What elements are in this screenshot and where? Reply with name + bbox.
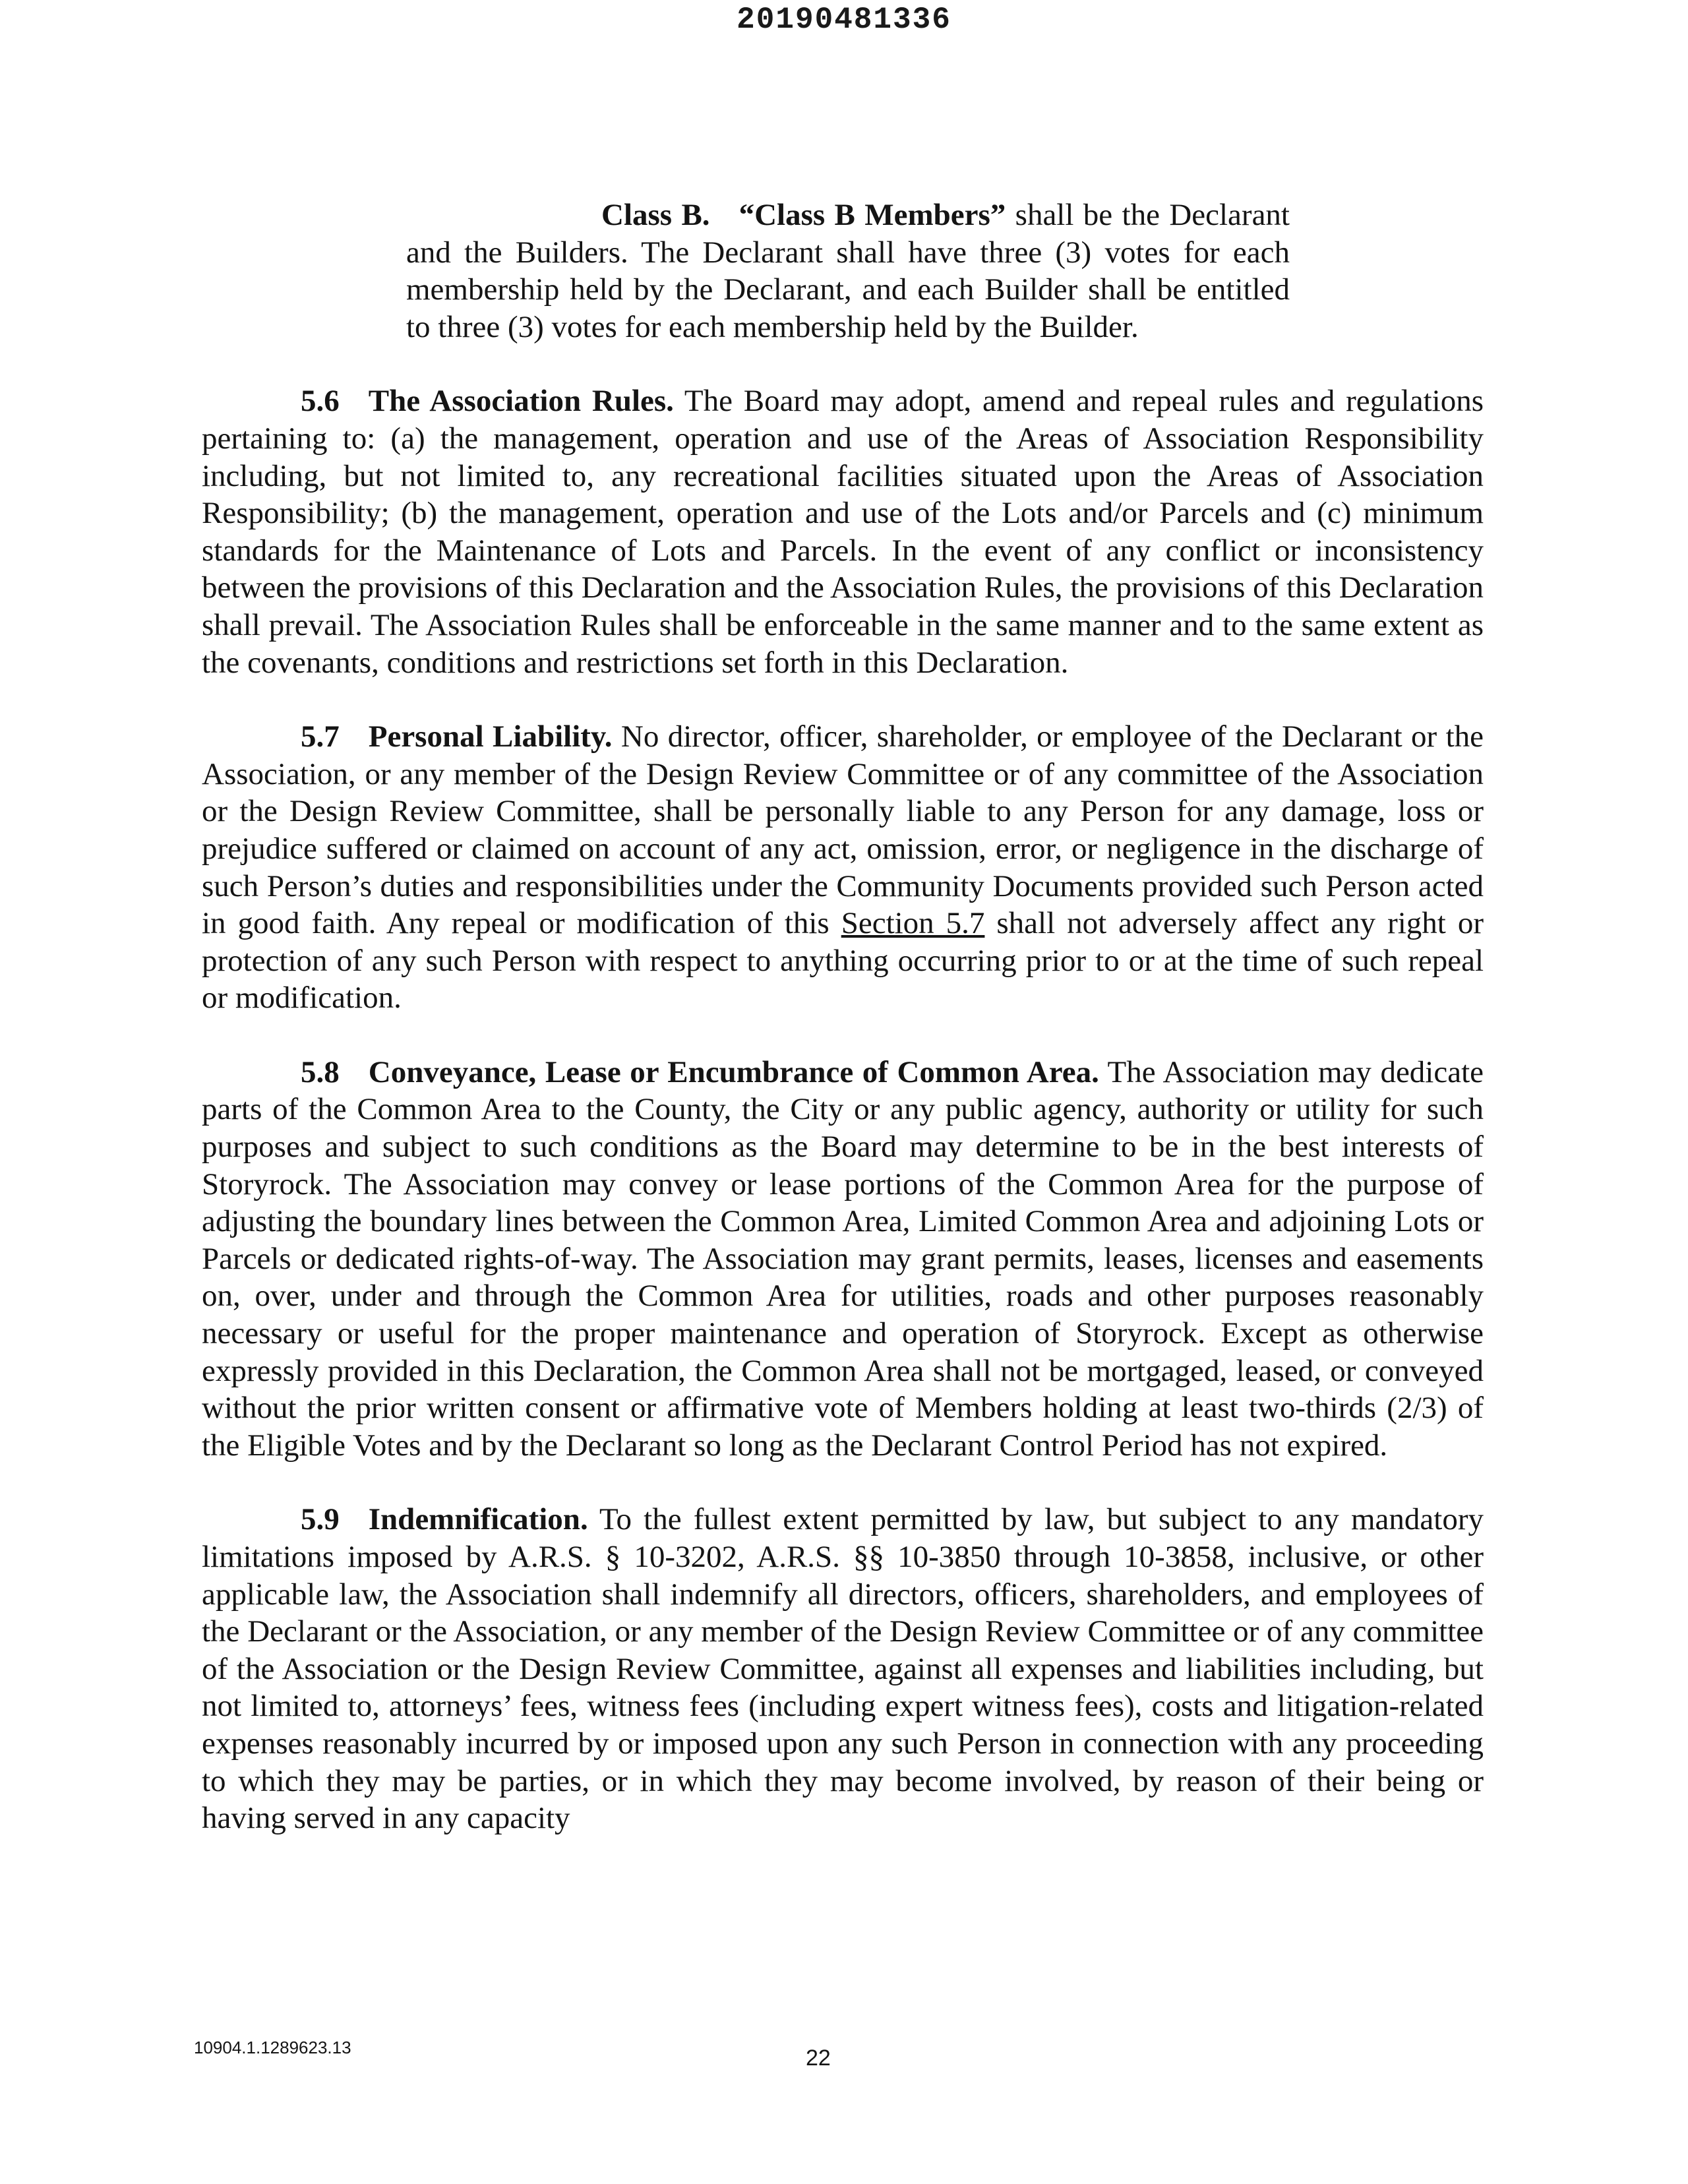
section-5-9 [202, 1501, 1484, 1836]
section-text-continued: shall not adversely affect any right or protection of any such Person with respect to anything occurring prior to or at the time of such repeal or modification. [202, 906, 1484, 1016]
section-number: 5.6 [301, 384, 340, 419]
section-title: Indemnification. [368, 1502, 588, 1537]
section-number: 5.9 [301, 1502, 340, 1537]
class-b-paragraph [406, 197, 1290, 346]
section-5-8 [202, 1054, 1484, 1465]
class-b-label: Class B. [601, 198, 710, 232]
section-number: 5.8 [301, 1054, 340, 1089]
class-b-text: shall be the Declarant and the Builders. The Declarant shall have three (3) votes for each membership held by the Declarant, and each Builder shall be entitled to three (3) votes for each membership held by the Builder. [406, 198, 1290, 344]
section-cross-reference: Section 5.7 [841, 906, 985, 941]
section-5-6 [202, 382, 1484, 681]
section-text: The Association may dedicate parts of the Common Area to the County, the City or any public agency, authority or utility for such purposes and subject to such conditions as the Board may determine to be in the best interests of Storyrock. The Association may convey or lease portions of the Common Area for the purpose of adjusting the boundary lines between the Common Area, Limited Common Area and adjoining Lots or Parcels or dedicated rights-of-way. The Association may grant permits, leases, licenses and easements on, over, under and through the Common Area for utilities, roads and other purposes reasonably necessary or useful for the proper maintenance and operation of Storyrock. Except as otherwise expressly provided in this Declaration, the Common Area shall not be mortgaged, leased, or conveyed without the prior written consent or affirmative vote of Members holding at least two-thirds (2/3) of the Eligible Votes and by the Declarant so long as the Declarant Control Period has not expired. [202, 1054, 1484, 1463]
section-text: No director, officer, shareholder, or employee of the Declarant or the Association, or any member of the Design Review Committee or of any committee of the Association or the Design Review Committee, shall be personally liable to any Person for any damage, loss or prejudice suffered or claimed on account of any act, omission, error, or negligence in the discharge of such Person’s duties and responsibilities under the Community Documents provided such Person acted in good faith. Any repeal or modification of this [202, 719, 1484, 941]
section-title: Personal Liability. [368, 719, 613, 754]
document-body [202, 197, 1484, 1874]
section-title: Conveyance, Lease or Encumbrance of Common Area. [368, 1054, 1099, 1089]
section-number: 5.7 [301, 719, 340, 754]
document-id: 10904.1.1289623.13 [194, 2038, 351, 2057]
section-title: The Association Rules. [368, 384, 674, 419]
class-b-term: “Class B Members” [738, 198, 1006, 232]
recording-number: 20190481336 [737, 3, 951, 37]
section-text: To the fullest extent permitted by law, but subject to any mandatory limitations imposed by A.R.S. § 10-3202, A.R.S. §§ 10-3850 through 10-3858, inclusive, or other applicable law, the Association shall indemnify all directors, officers, shareholders, and employees of the Declarant or the Association, or any member of the Design Review Committee or of any committee of the Association or the Design Review Committee, against all expenses and liabilities including, but not limited to, attorneys’ fees, witness fees (including expert witness fees), costs and litigation-related expenses reasonably incurred by or imposed upon any such Person in connection with any proceeding to which they may be parties, or in which they may become involved, by reason of their being or having served in any capacity [202, 1502, 1484, 1836]
page-number: 22 [806, 2046, 831, 2071]
section-5-7 [202, 718, 1484, 1017]
section-text: The Board may adopt, amend and repeal rules and regulations pertaining to: (a) the management, operation and use of the Areas of Association Responsibility including, but not limited to, any recreational facilities situated upon the Areas of Association Responsibility; (b) the management, operation and use of the Lots and/or Parcels and (c) minimum standards for the Maintenance of Lots and Parcels. In the event of any conflict or inconsistency between the provisions of this Declaration and the Association Rules, the provisions of this Declaration shall prevail. The Association Rules shall be enforceable in the same manner and to the same extent as the covenants, conditions and restrictions set forth in this Declaration. [202, 384, 1484, 680]
